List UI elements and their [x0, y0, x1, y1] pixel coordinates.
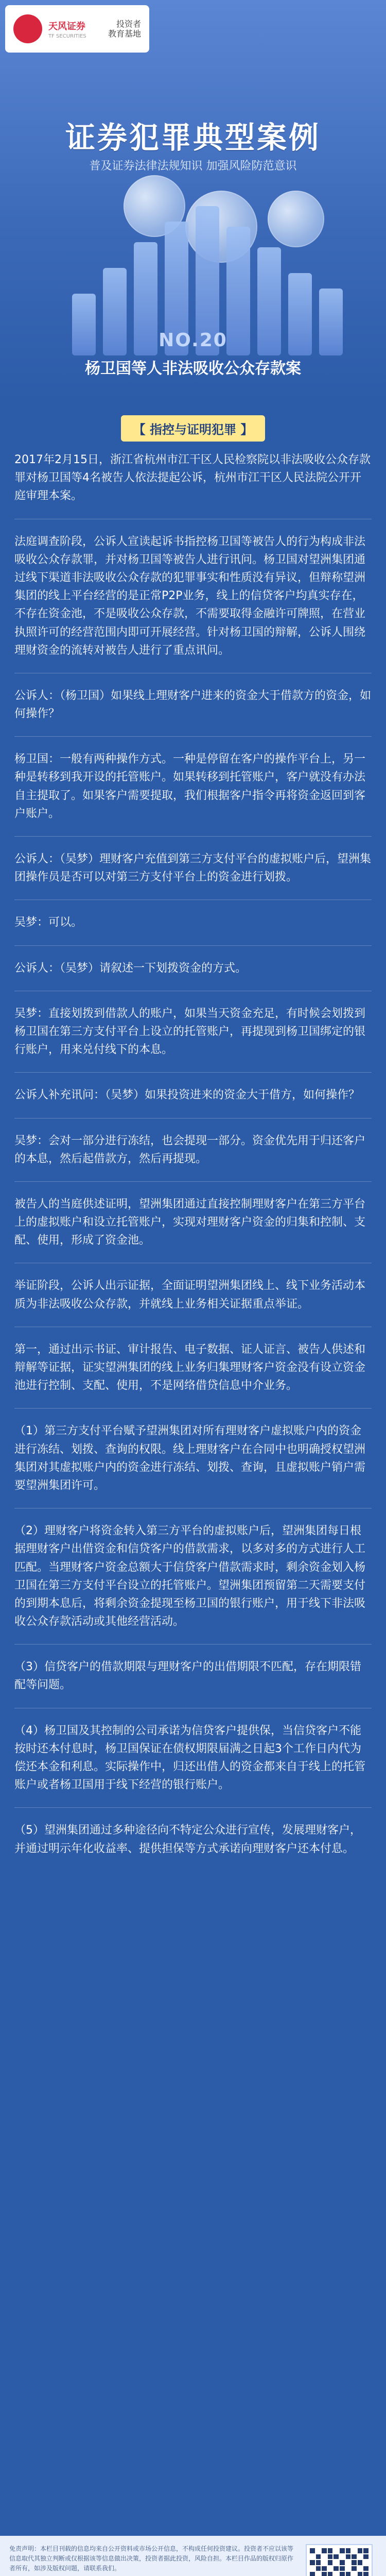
disclaimer: 免责声明：本栏目刊载的信息均来自公开资料或市场公开信息，不构成任何投资建议。投资者不应以该等信息取代其独立判断或仅根据该等信息做出决策，投资者据此投资，风险自担。本栏目作品的版权归原作者所有，如涉及版权问题，请联系我们。 [9, 2545, 294, 2572]
logo-icon [13, 14, 42, 43]
page-subtitle: 普及证券法律法规知识 加强风险防范意识 [89, 160, 297, 173]
paragraph: 公诉人：（杨卫国）如果线上理财客户进来的资金大于借款方的资金，如何操作？ [14, 689, 372, 721]
paragraph: （1）第三方支付平台赋予望洲集团对所有理财客户虚拟账户内的资金进行冻结、划拨、查询的权限。线上理财客户在合同中也明确授权望洲集团对其虚拟账户内的资金进行冻结、划拨、查询，且虚拟账户销户需要望洲集团许可。 [14, 1425, 366, 1492]
divider [14, 836, 372, 837]
paragraph: 举证阶段，公诉人出示证据，全面证明望洲集团线上、线下业务活动本质为非法吸收公众存款，并就线上业务相关证据重点举证。 [14, 1279, 366, 1311]
section-badge: 【 指控与证明犯罪 】 [121, 415, 266, 442]
brand-name: 天风证券 [48, 21, 85, 32]
paragraph: 吴梦：可以。 [14, 916, 83, 929]
edu-base-line1: 投资者 [116, 19, 141, 29]
divider [14, 945, 372, 946]
brand-text [48, 19, 86, 39]
edu-base-line2: 教育基地 [108, 29, 141, 39]
footer [0, 2536, 386, 2576]
case-title: 杨卫国等人非法吸收公众存款案 [85, 360, 301, 378]
brand-card [5, 5, 149, 53]
paragraph: （2）理财客户将资金转入第三方平台的虚拟账户后，望洲集团每日根据理财客户出借资金和信贷客户的借款需求，以多对多的方式进行人工匹配。当理财客户资金总额大于信贷客户借款需求时，剩余资金划入杨卫国在第三方支付平台设立的托管账户。望洲集团预留第二天需要支付的到期本息后，将剩余资金提现至杨卫国的银行账户，用于线下非法吸收公众存款活动或其他经营活动。 [14, 1524, 366, 1629]
paragraph: 公诉人：（吴梦）请叙述一下划拨资金的方式。 [14, 961, 247, 975]
hero-banner [0, 0, 386, 402]
qr-code-icon[interactable] [306, 2544, 373, 2576]
paragraph: （3）信贷客户的借款期限与理财客户的出借期限不匹配，存在期限错配等问题。 [14, 1660, 361, 1692]
paragraph: 2017年2月15日，浙江省杭州市江干区人民检察院以非法吸收公众存款罪对杨卫国等4名被告人依法提起公诉，杭州市江干区人民法院公开开庭审理本案。 [14, 453, 371, 503]
divider [14, 1408, 372, 1409]
paragraph: 吴梦：会对一部分进行冻结，也会提现一部分。资金优先用于归还客户的本息，然后起借款方，然后再提现。 [14, 1134, 366, 1165]
divider [14, 1508, 372, 1509]
divider [14, 736, 372, 737]
paragraph: （5）望洲集团通过多种途径向不特定公众进行宣传，发展理财客户，并通过明示年化收益率、提供担保等方式承诺向理财客户还本付息。 [14, 1824, 361, 1855]
edu-base [108, 19, 141, 39]
content-section [0, 402, 386, 1858]
paragraph: 法庭调查阶段，公诉人宣读起诉书指控杨卫国等被告人的行为构成非法吸收公众存款罪，并对杨卫国等被告人进行讯问。杨卫国对望洲集团通过线下渠道非法吸收公众存款的犯罪事实和性质没有异议，但辩称望洲集团的线上平台经营的是正常P2P业务，线上的信贷客户均真实存在，不存在资金池，不是吸收公众存款，不需要取得金融许可牌照，在营业执照许可的经营范围内即可开展经营。针对杨卫国的辩解，公诉人围绕理财资金的流转对被告人进行了重点讯问。 [14, 535, 366, 657]
case-number: NO.20 [159, 330, 227, 351]
paragraph: 被告人的当庭供述证明，望洲集团通过直接控制理财客户在第三方平台上的虚拟账户和设立托管账户，实现对理财客户资金的归集和控制、支配、使用，形成了资金池。 [14, 1197, 366, 1247]
brand-sub: TF SECURITIES [48, 33, 86, 39]
divider [14, 1644, 372, 1645]
page-title: 证券犯罪典型案例 [65, 120, 321, 155]
coin-icon [268, 191, 324, 247]
coins-decoration [0, 170, 386, 355]
paragraph: （4）杨卫国及其控制的公司承诺为信贷客户提供保，当信贷客户不能按时还本付息时，杨卫国保证在债权期限届满之日起3个工作日内代为偿还本金和利息。实际操作中，归还出借人的资金都来自于线上的托管账户或者杨卫国用于线下经营的银行账户。 [14, 1724, 366, 1792]
divider [14, 1181, 372, 1182]
badge-wrap [14, 415, 372, 442]
paragraph: 第一，通过出示书证、审计报告、电子数据、证人证言、被告人供述和辩解等证据，证实望洲集团的线上业务归集理财客户资金没有设立资金池进行控制、支配、使用，不是网络借贷信息中介业务。 [14, 1343, 366, 1393]
paragraph: 公诉人补充讯问：（吴梦）如果投资进来的资金大于借方，如何操作？ [14, 1089, 360, 1102]
divider [14, 1072, 372, 1073]
divider [14, 1807, 372, 1808]
paragraph: 吴梦：直接划拨到借款人的账户，如果当天资金充足，有时候会划拨到杨卫国在第三方支付平台上设立的托管账户，再提现到杨卫国绑定的银行账户，用来兑付线下的本息。 [14, 1007, 366, 1057]
paragraph: 杨卫国：一般有两种操作方式。一种是停留在客户的操作平台上，另一种是转移到我开设的托管账户。如果转移到托管账户，客户就没有办法自主提取了。如果客户需要提取，我们根据客户指令再将资金返回到客户账户。 [14, 753, 366, 820]
paragraph: 公诉人：（吴梦）理财客户充值到第三方支付平台的虚拟账户后，望洲集团操作员是否可以对第三方支付平台上的资金进行划拨。 [14, 853, 372, 884]
